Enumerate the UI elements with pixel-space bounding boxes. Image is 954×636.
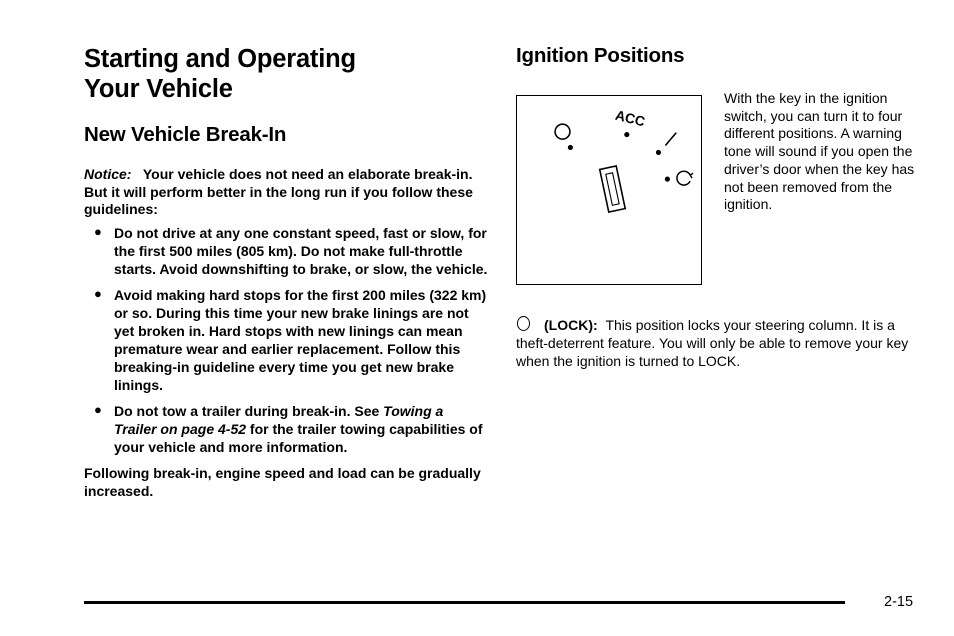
lock-text: This position locks your steering column. It is a theft-deterrent feature. You will only be able to remove your key when the ignition is turned to LOCK. <box>516 317 909 369</box>
lock-position-icon <box>555 124 570 139</box>
section-heading: New Vehicle Break-In <box>84 123 287 146</box>
key-slot-inner <box>606 173 619 205</box>
ignition-heading: Ignition Positions <box>516 44 685 67</box>
bullet-text-before: Do not tow a trailer during break-in. See <box>114 402 384 419</box>
position-dot <box>656 150 661 155</box>
notice-text: Your vehicle does not need an elaborate break-in. But it will perform better in the long run if you follow these guidelines: <box>84 166 473 217</box>
page-title-line-1: Starting and Operating <box>84 45 356 73</box>
acc-label: ACC <box>613 106 647 130</box>
right-column <box>516 44 916 68</box>
list-item <box>84 224 488 278</box>
page-title <box>84 44 488 104</box>
cross-reference-link[interactable]: Towing a Trailer on page 4-52 <box>114 402 444 437</box>
ignition-switch-figure <box>516 95 702 285</box>
lock-label: (LOCK): <box>544 317 598 333</box>
run-position-icon <box>665 133 676 146</box>
guideline-list <box>84 224 488 456</box>
lock-paragraph <box>516 316 916 370</box>
bullet-text: Avoid making hard stops for the first 200 miles (322 km) or so. During this time your new brake linings are not yet broken in. Hard stops with new linings can mean premature wear and earlier replacement. Follow this breaking-in guideline every time you get new brake linings. <box>114 286 487 393</box>
bullet-icon: ● <box>94 285 102 301</box>
position-dot <box>665 177 670 182</box>
ignition-description: With the key in the ignition switch, you can turn it to four different positions. A warning tone will sound if you open the driver’s door when the key has not been removed from the ignition. <box>724 90 915 213</box>
left-column <box>84 44 488 500</box>
notice-paragraph <box>84 166 488 219</box>
bullet-text: Do not drive at any one constant speed, fast or slow, for the first 500 miles (805 km). Do not make full-throttle starts. Avoid downshifting to brake, or slow, the vehicle. <box>114 224 488 277</box>
footer-rule <box>84 601 845 604</box>
notice-label: Notice: <box>84 166 132 182</box>
bullet-icon: ● <box>94 223 102 239</box>
bullet-icon: ● <box>94 401 102 417</box>
list-item <box>84 286 488 394</box>
list-item <box>84 402 488 456</box>
bullet-text-after: for the trailer towing capabilities of your vehicle and more information. <box>114 420 483 455</box>
start-position-icon <box>677 171 690 185</box>
position-dot <box>624 132 629 137</box>
closing-paragraph: Following break-in, engine speed and load can be gradually increased. <box>84 464 481 499</box>
position-dot <box>568 145 573 150</box>
lock-symbol-icon <box>517 316 530 331</box>
page-title-line-2: Your Vehicle <box>84 75 233 103</box>
page-number: 2-15 <box>884 594 914 610</box>
ignition-switch-diagram-icon <box>517 96 701 284</box>
